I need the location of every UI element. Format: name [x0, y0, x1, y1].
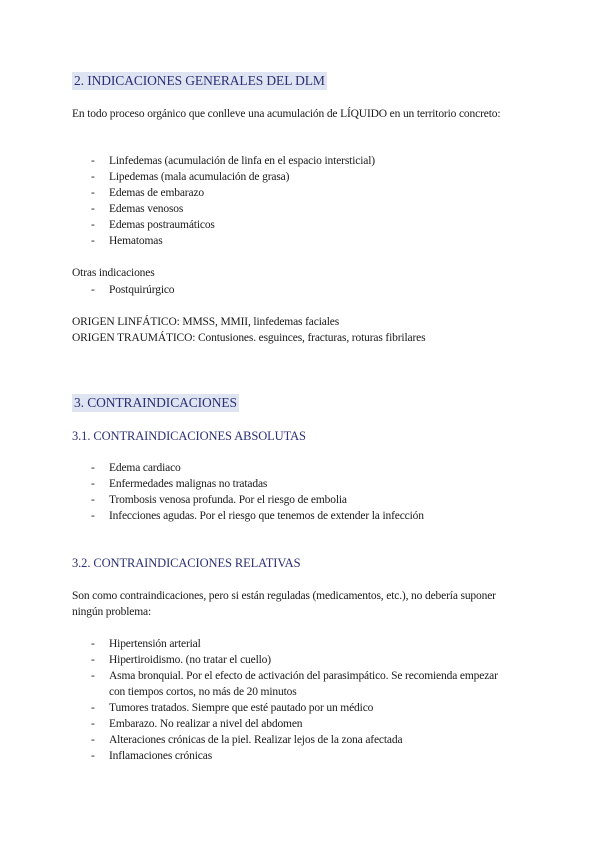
list-item — [72, 700, 509, 716]
list-item-text: Edemas postraumáticos — [109, 219, 215, 231]
section-3-heading: 3. CONTRAINDICACIONES — [74, 395, 237, 410]
list-item-text: Hematomas — [109, 235, 163, 247]
list-item-text: Infecciones agudas. Por el riesgo que tenemos de extender la infección — [109, 510, 424, 522]
list-item-text: Embarazo. No realizar a nivel del abdomen — [109, 718, 303, 730]
dash-bullet: - — [91, 187, 95, 199]
list-item — [72, 282, 509, 298]
dash-bullet: - — [91, 219, 95, 231]
list-item — [72, 233, 509, 249]
list-item-text: Hipertensión arterial — [109, 638, 201, 650]
list-item — [72, 668, 509, 700]
list-item-text: Lipedemas (mala acumulación de grasa) — [109, 171, 290, 183]
dash-bullet: - — [91, 702, 95, 714]
dash-bullet: - — [91, 750, 95, 762]
list-item — [72, 201, 509, 217]
dash-bullet: - — [91, 638, 95, 650]
section-2-intro: En todo proceso orgánico que conlleve una acumulación de LÍQUIDO en un territorio concreto: — [72, 108, 501, 120]
dash-bullet: - — [91, 494, 95, 506]
section-3-1-heading: 3.1. CONTRAINDICACIONES ABSOLUTAS — [72, 429, 306, 443]
dash-bullet: - — [91, 235, 95, 247]
other-indications-list — [72, 282, 509, 298]
dash-bullet: - — [91, 478, 95, 490]
list-item-text: Trombosis venosa profunda. Por el riesgo de embolia — [109, 494, 347, 506]
dash-bullet: - — [91, 654, 95, 666]
list-item-text: Asma bronquial. Por el efecto de activación del parasimpático. Se recomienda empezar con tiempos cortos, no más de 20 minutos — [109, 670, 498, 698]
list-item — [72, 636, 509, 652]
list-item-text: Enfermedades malignas no tratadas — [109, 478, 268, 490]
list-item-text: Edemas venosos — [109, 203, 184, 215]
list-item — [72, 185, 509, 201]
list-item-text: Edema cardiaco — [109, 462, 181, 474]
dash-bullet: - — [91, 171, 95, 183]
section-2-heading: 2. INDICACIONES GENERALES DEL DLM — [74, 73, 325, 88]
origin-traumatic: ORIGEN TRAUMÁTICO: Contusiones. esguinces, fracturas, roturas fibrilares — [72, 332, 426, 344]
dash-bullet: - — [91, 203, 95, 215]
list-item — [72, 508, 509, 524]
list-item-text: Postquirúrgico — [109, 284, 175, 296]
origin-lymphatic: ORIGEN LINFÁTICO: MMSS, MMII, linfedemas faciales — [72, 316, 340, 328]
list-item — [72, 732, 509, 748]
dash-bullet: - — [91, 670, 95, 682]
list-item-text: Edemas de embarazo — [109, 187, 204, 199]
list-item — [72, 652, 509, 668]
list-item-text: Linfedemas (acumulación de linfa en el espacio intersticial) — [109, 155, 375, 167]
list-item — [72, 460, 509, 476]
dash-bullet: - — [91, 462, 95, 474]
list-item — [72, 153, 509, 169]
dash-bullet: - — [91, 510, 95, 522]
list-item-text: Tumores tratados. Siempre que esté pautado por un médico — [109, 702, 374, 714]
section-3-2-heading: 3.2. CONTRAINDICACIONES RELATIVAS — [72, 556, 301, 570]
dash-bullet: - — [91, 718, 95, 730]
list-item-text: Inflamaciones crónicas — [109, 750, 213, 762]
list-item — [72, 748, 509, 764]
relative-contraindications-list — [72, 636, 509, 764]
other-indications-label: Otras indicaciones — [72, 267, 155, 279]
list-item — [72, 169, 509, 185]
dash-bullet: - — [91, 284, 95, 296]
section-3-2-intro: Son como contraindicaciones, pero si están reguladas (medicamentos, etc.), no debería suponer ningún problema: — [72, 590, 496, 618]
list-item — [72, 476, 509, 492]
absolute-contraindications-list — [72, 460, 509, 524]
list-item-text: Alteraciones crónicas de la piel. Realizar lejos de la zona afectada — [109, 734, 403, 746]
indications-list — [72, 153, 509, 249]
list-item — [72, 217, 509, 233]
dash-bullet: - — [91, 734, 95, 746]
list-item — [72, 492, 509, 508]
list-item — [72, 716, 509, 732]
list-item-text: Hipertiroidismo. (no tratar el cuello) — [109, 654, 271, 666]
dash-bullet: - — [91, 155, 95, 167]
